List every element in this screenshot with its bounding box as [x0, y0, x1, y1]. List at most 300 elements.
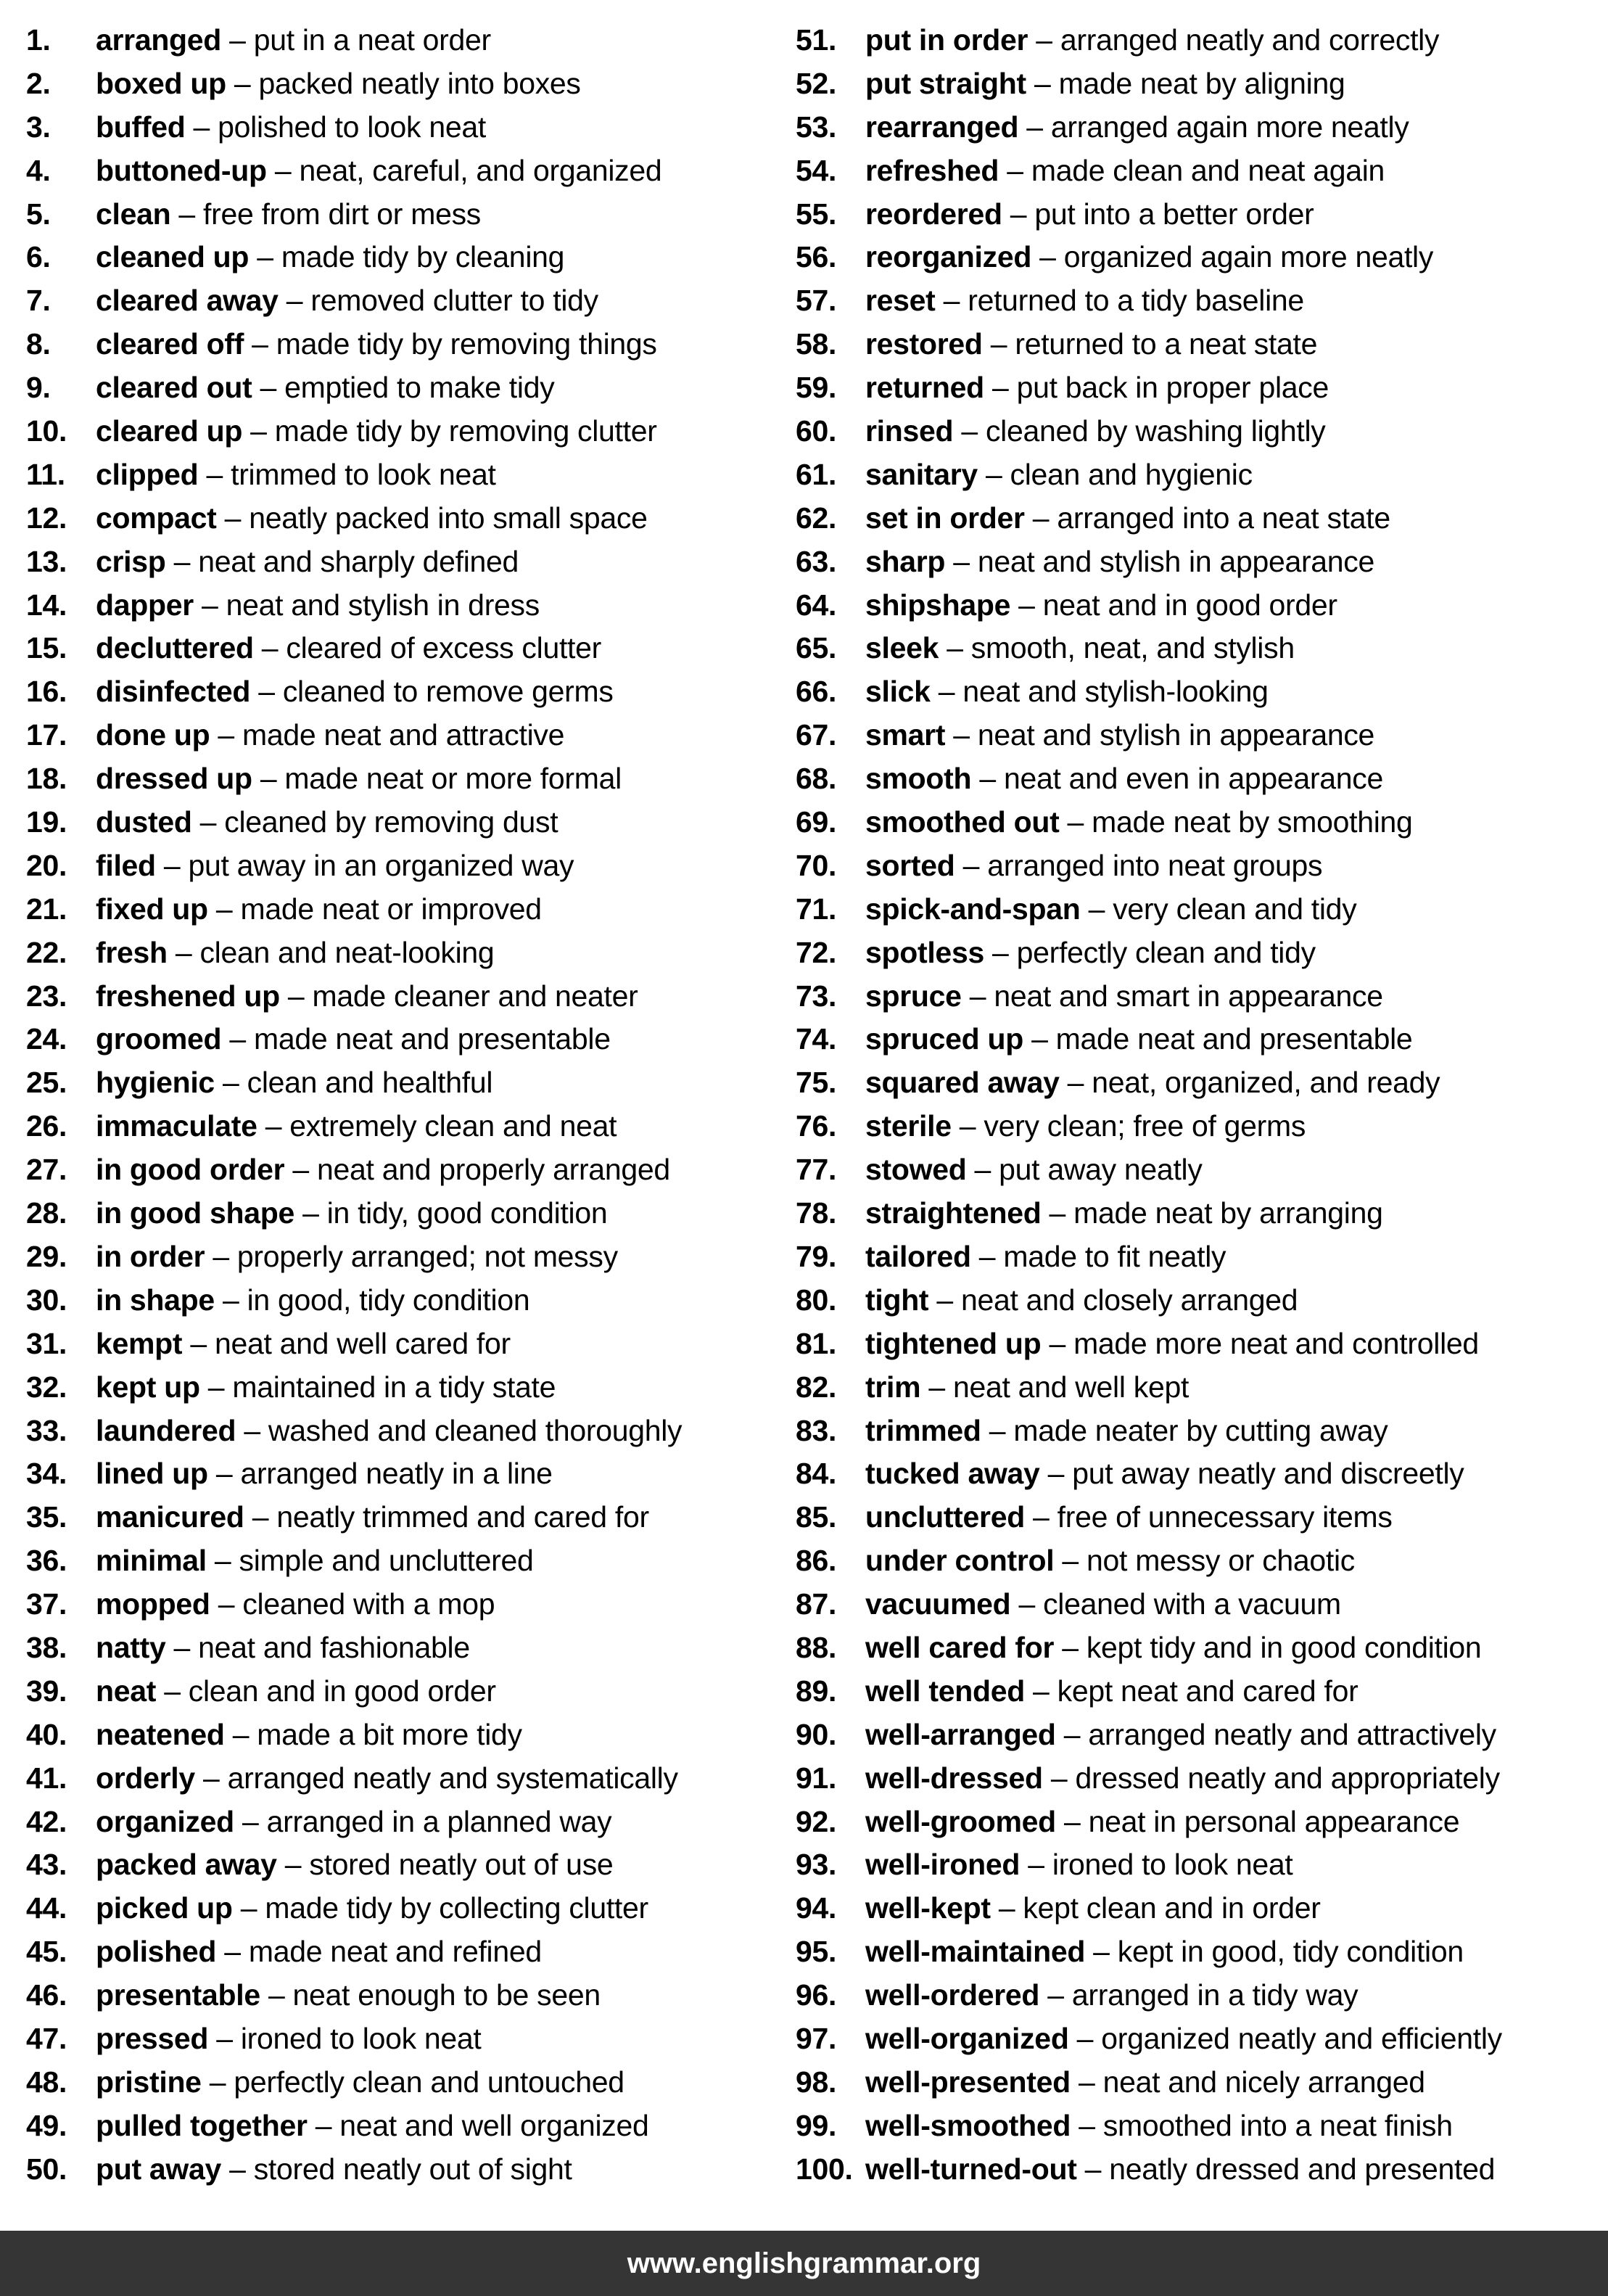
item-definition: made tidy by cleaning	[281, 240, 565, 274]
item-term: well-turned-out	[865, 2152, 1077, 2186]
item-text	[96, 62, 581, 106]
item-text	[865, 1105, 1306, 1148]
item-number: 49.	[26, 2108, 67, 2142]
item-number: 99.	[796, 2108, 837, 2142]
item-separator: –	[221, 1022, 254, 1056]
item-term: kempt	[96, 1326, 183, 1360]
item-separator: –	[250, 675, 283, 709]
item-term: packed away	[96, 1848, 277, 1882]
item-separator: –	[1041, 1326, 1074, 1360]
item-separator: –	[165, 544, 199, 578]
item-term: fixed up	[96, 892, 208, 926]
item-term: tucked away	[865, 1457, 1040, 1491]
list-item	[796, 2104, 1601, 2148]
item-separator: –	[961, 979, 994, 1013]
item-number: 29.	[26, 1239, 67, 1273]
item-definition: put in a neat order	[253, 23, 491, 57]
item-separator: –	[1024, 1674, 1057, 1708]
item-definition: made tidy by collecting clutter	[265, 1891, 648, 1925]
item-separator: –	[249, 240, 281, 274]
item-term: well-ironed	[865, 1848, 1021, 1882]
item-text	[865, 1496, 1393, 1539]
item-number: 69.	[796, 805, 837, 839]
item-text	[96, 540, 519, 584]
item-number: 44.	[26, 1891, 67, 1925]
item-text	[96, 1235, 618, 1279]
item-term: kept up	[96, 1370, 200, 1404]
item-number: 4.	[26, 153, 51, 187]
item-separator: –	[1010, 1587, 1044, 1621]
list-item	[26, 1843, 780, 1887]
list-item	[796, 1974, 1601, 2017]
list-item	[26, 410, 780, 453]
item-term: smart	[865, 718, 946, 752]
item-separator: –	[182, 1326, 215, 1360]
item-separator: –	[945, 718, 978, 752]
list-item	[796, 323, 1601, 366]
item-separator: –	[242, 414, 275, 448]
item-number: 84.	[796, 1457, 837, 1491]
item-text	[865, 1410, 1388, 1453]
item-separator: –	[984, 371, 1017, 405]
list-item	[796, 1322, 1601, 1366]
item-term: straightened	[865, 1196, 1042, 1230]
item-number: 61.	[796, 457, 837, 491]
item-text	[96, 2061, 624, 2104]
item-separator: –	[955, 848, 988, 882]
item-term: hygienic	[96, 1066, 215, 1100]
item-definition: made a bit more tidy	[257, 1717, 522, 1751]
item-definition: cleaned by washing lightly	[985, 414, 1326, 448]
item-term: done up	[96, 718, 210, 752]
list-item	[26, 106, 780, 149]
item-term: filed	[96, 848, 156, 882]
item-separator: –	[1002, 197, 1035, 231]
item-term: presentable	[96, 1978, 260, 2012]
item-number: 13.	[26, 544, 67, 578]
item-term: vacuumed	[865, 1587, 1011, 1621]
item-text	[96, 1626, 470, 1670]
item-number: 75.	[796, 1066, 837, 1100]
word-list-column-right	[796, 19, 1601, 2192]
item-definition: made more neat and controlled	[1073, 1326, 1479, 1360]
item-separator: –	[252, 762, 285, 796]
item-term: refreshed	[865, 153, 999, 187]
item-text	[865, 1366, 1189, 1410]
item-separator: –	[928, 1283, 961, 1317]
item-number: 86.	[796, 1544, 837, 1578]
item-number: 30.	[26, 1283, 67, 1317]
item-separator: –	[1010, 588, 1043, 622]
item-term: well-organized	[865, 2021, 1069, 2055]
item-term: crisp	[96, 544, 166, 578]
item-number: 73.	[796, 979, 837, 1013]
item-text	[865, 1670, 1358, 1713]
item-number: 1.	[26, 23, 51, 57]
item-term: smooth	[865, 762, 972, 796]
list-item	[796, 1061, 1601, 1105]
item-text	[96, 19, 491, 62]
item-term: spick-and-span	[865, 892, 1081, 926]
item-text	[96, 1148, 670, 1192]
item-number: 3.	[26, 110, 51, 144]
list-item	[26, 1235, 780, 1279]
list-item	[26, 1322, 780, 1366]
item-text	[865, 801, 1413, 844]
item-number: 83.	[796, 1413, 837, 1447]
list-item	[796, 19, 1601, 62]
item-separator: –	[252, 371, 285, 405]
item-definition: returned to a neat state	[1015, 327, 1318, 361]
item-number: 90.	[796, 1717, 837, 1751]
item-text	[96, 1713, 522, 1757]
item-term: dusted	[96, 805, 192, 839]
item-term: tightened up	[865, 1326, 1042, 1360]
item-text	[865, 1235, 1226, 1279]
item-term: returned	[865, 371, 984, 405]
item-term: immaculate	[96, 1109, 257, 1143]
list-item	[796, 801, 1601, 844]
item-definition: properly arranged; not messy	[236, 1239, 618, 1273]
item-number: 23.	[26, 979, 67, 1013]
item-definition: made neat or improved	[240, 892, 542, 926]
item-definition: neat and well organized	[339, 2108, 649, 2142]
item-definition: neatly dressed and presented	[1109, 2152, 1496, 2186]
item-term: laundered	[96, 1413, 236, 1447]
item-definition: made neat and presentable	[253, 1022, 611, 1056]
list-item	[796, 106, 1601, 149]
item-term: boxed up	[96, 66, 226, 100]
item-term: natty	[96, 1630, 166, 1664]
item-number: 70.	[796, 848, 837, 882]
item-term: sharp	[865, 544, 946, 578]
list-item	[796, 1192, 1601, 1235]
item-term: in shape	[96, 1283, 215, 1317]
item-text	[96, 2148, 572, 2192]
item-number: 80.	[796, 1283, 837, 1317]
item-separator: –	[216, 501, 250, 535]
item-term: put away	[96, 2152, 222, 2186]
item-term: in order	[96, 1239, 205, 1273]
item-separator: –	[984, 935, 1017, 969]
item-number: 91.	[796, 1761, 837, 1795]
item-separator: –	[278, 284, 311, 318]
item-number: 97.	[796, 2021, 837, 2055]
item-number: 5.	[26, 197, 51, 231]
item-separator: –	[1059, 805, 1092, 839]
item-number: 11.	[26, 457, 65, 491]
item-text	[865, 844, 1322, 888]
list-item	[26, 62, 780, 106]
item-term: clipped	[96, 457, 199, 491]
list-item	[796, 1018, 1601, 1061]
item-text	[865, 279, 1304, 323]
item-text	[865, 1801, 1459, 1844]
item-number: 43.	[26, 1848, 67, 1882]
item-text	[865, 1974, 1358, 2017]
item-number: 45.	[26, 1935, 67, 1969]
item-separator: –	[1028, 23, 1060, 57]
item-separator: –	[990, 1891, 1023, 1925]
item-definition: kept tidy and in good condition	[1086, 1630, 1482, 1664]
item-separator: –	[981, 1413, 1014, 1447]
item-definition: perfectly clean and untouched	[234, 2065, 624, 2099]
item-text	[96, 584, 540, 628]
list-item	[26, 1061, 780, 1105]
item-definition: clean and hygienic	[1010, 457, 1253, 491]
item-text	[865, 1279, 1298, 1322]
list-item	[796, 931, 1601, 975]
item-number: 79.	[796, 1239, 837, 1273]
item-definition: made tidy by removing things	[276, 327, 657, 361]
item-text	[865, 1757, 1500, 1801]
item-text	[865, 1713, 1496, 1757]
item-text	[865, 714, 1374, 757]
item-definition: neat and well kept	[952, 1370, 1189, 1404]
item-separator: –	[1039, 1457, 1073, 1491]
item-separator: –	[234, 1804, 267, 1838]
item-separator: –	[982, 327, 1015, 361]
item-number: 39.	[26, 1674, 67, 1708]
item-number: 15.	[26, 631, 67, 665]
item-text	[96, 453, 496, 497]
list-item	[796, 627, 1601, 670]
item-text	[865, 1148, 1203, 1192]
list-item	[796, 453, 1601, 497]
item-term: well cared for	[865, 1630, 1055, 1664]
list-item	[26, 1410, 780, 1453]
item-separator: –	[970, 1239, 1004, 1273]
item-number: 33.	[26, 1413, 67, 1447]
item-number: 88.	[796, 1630, 837, 1664]
list-item	[796, 1887, 1601, 1930]
item-separator: –	[1085, 1935, 1118, 1969]
list-item	[796, 1279, 1601, 1322]
item-definition: neat and smart in appearance	[994, 979, 1383, 1013]
item-separator: –	[156, 1674, 189, 1708]
list-item	[26, 193, 780, 236]
item-number: 94.	[796, 1891, 837, 1925]
item-number: 68.	[796, 762, 837, 796]
item-definition: organized neatly and efficiently	[1101, 2021, 1502, 2055]
item-definition: neat and well cared for	[214, 1326, 511, 1360]
item-text	[96, 1930, 542, 1974]
item-separator: –	[294, 1196, 327, 1230]
item-definition: extremely clean and neat	[289, 1109, 617, 1143]
item-definition: arranged neatly and attractively	[1088, 1717, 1496, 1751]
list-item	[26, 2148, 780, 2192]
item-definition: arranged in a planned way	[266, 1804, 612, 1838]
list-item	[796, 1539, 1601, 1583]
item-separator: –	[167, 935, 200, 969]
item-term: cleared up	[96, 414, 243, 448]
item-term: tight	[865, 1283, 929, 1317]
item-term: organized	[96, 1804, 234, 1838]
item-separator: –	[224, 1717, 257, 1751]
item-definition: kept in good, tidy condition	[1117, 1935, 1464, 1969]
item-separator: –	[1055, 1804, 1089, 1838]
list-item	[796, 757, 1601, 801]
item-number: 50.	[26, 2152, 67, 2186]
item-definition: in good, tidy condition	[247, 1283, 530, 1317]
item-text	[865, 757, 1383, 801]
item-separator: –	[1054, 1630, 1087, 1664]
item-text	[96, 149, 661, 193]
item-definition: neat and in good order	[1042, 588, 1337, 622]
list-item	[26, 366, 780, 410]
item-number: 8.	[26, 327, 51, 361]
item-separator: –	[214, 1066, 247, 1100]
item-text	[865, 1018, 1412, 1061]
list-item	[26, 2104, 780, 2148]
item-number: 78.	[796, 1196, 837, 1230]
list-item	[26, 714, 780, 757]
list-item	[26, 1626, 780, 1670]
list-item	[26, 670, 780, 714]
item-number: 81.	[796, 1326, 837, 1360]
item-separator: –	[170, 197, 204, 231]
item-text	[865, 366, 1329, 410]
item-term: minimal	[96, 1544, 207, 1578]
item-term: well-arranged	[865, 1717, 1056, 1751]
item-separator: –	[977, 457, 1010, 491]
item-definition: made to fit neatly	[1003, 1239, 1226, 1273]
item-definition: maintained in a tidy state	[232, 1370, 556, 1404]
item-term: tailored	[865, 1239, 971, 1273]
item-term: well-groomed	[865, 1804, 1056, 1838]
item-separator: –	[210, 718, 243, 752]
item-text	[865, 2148, 1495, 2192]
item-definition: trimmed to look neat	[231, 457, 496, 491]
item-number: 57.	[796, 284, 837, 318]
list-item	[26, 453, 780, 497]
item-separator: –	[1024, 501, 1057, 535]
item-definition: smooth, neat, and stylish	[970, 631, 1295, 665]
item-separator: –	[276, 1848, 310, 1882]
item-separator: –	[207, 892, 241, 926]
item-separator: –	[953, 414, 986, 448]
item-separator: –	[284, 1153, 317, 1187]
item-number: 14.	[26, 588, 67, 622]
item-separator: –	[260, 1978, 293, 2012]
item-definition: free from dirt or mess	[203, 197, 482, 231]
item-text	[865, 540, 1374, 584]
item-text	[96, 1279, 529, 1322]
item-text	[96, 1887, 648, 1930]
list-item	[26, 1713, 780, 1757]
item-separator: –	[199, 1370, 233, 1404]
item-number: 56.	[796, 240, 837, 274]
item-number: 96.	[796, 1978, 837, 2012]
item-separator: –	[1039, 1978, 1072, 2012]
item-term: rearranged	[865, 110, 1019, 144]
item-text	[96, 497, 648, 540]
item-definition: arranged into neat groups	[987, 848, 1323, 882]
item-separator: –	[221, 2152, 254, 2186]
item-text	[865, 323, 1317, 366]
item-term: groomed	[96, 1022, 222, 1056]
item-text	[96, 2017, 482, 2061]
item-separator: –	[221, 23, 254, 57]
list-item	[26, 1670, 780, 1713]
item-text	[96, 1539, 533, 1583]
item-number: 38.	[26, 1630, 67, 1664]
list-item	[26, 584, 780, 628]
item-term: cleaned up	[96, 240, 250, 274]
item-text	[96, 106, 486, 149]
item-separator: –	[205, 1239, 237, 1273]
item-definition: put away in an organized way	[188, 848, 574, 882]
list-item	[796, 410, 1601, 453]
item-definition: neat, careful, and organized	[299, 153, 662, 187]
item-term: well-smoothed	[865, 2108, 1071, 2142]
item-definition: stored neatly out of use	[309, 1848, 614, 1882]
item-text	[96, 1843, 613, 1887]
item-text	[865, 670, 1269, 714]
item-number: 82.	[796, 1370, 837, 1404]
item-separator: –	[939, 631, 971, 665]
list-item	[26, 1018, 780, 1061]
item-separator: –	[1031, 240, 1064, 274]
item-definition: neat and stylish in appearance	[977, 718, 1375, 752]
item-term: clean	[96, 197, 171, 231]
item-number: 52.	[796, 66, 837, 100]
item-text	[96, 844, 574, 888]
item-separator: –	[244, 1500, 277, 1534]
item-definition: cleared of excess clutter	[286, 631, 601, 665]
item-definition: neat and nicely arranged	[1102, 2065, 1425, 2099]
item-term: orderly	[96, 1761, 195, 1795]
item-term: pressed	[96, 2021, 209, 2055]
item-term: neatened	[96, 1717, 225, 1751]
item-number: 100.	[796, 2152, 853, 2186]
item-definition: made neat and presentable	[1055, 1022, 1413, 1056]
item-definition: not messy or chaotic	[1087, 1544, 1356, 1578]
item-text	[865, 193, 1314, 236]
item-definition: put away neatly	[999, 1153, 1203, 1187]
item-definition: arranged in a tidy way	[1071, 1978, 1358, 2012]
item-text	[96, 1583, 495, 1626]
list-item	[26, 279, 780, 323]
item-term: set in order	[865, 501, 1025, 535]
list-item	[26, 1148, 780, 1192]
item-text	[96, 931, 494, 975]
item-number: 85.	[796, 1500, 837, 1534]
list-item	[26, 1279, 780, 1322]
item-definition: kept clean and in order	[1023, 1891, 1321, 1925]
item-text	[96, 1452, 553, 1496]
footer-url[interactable]: www.englishgrammar.org	[627, 2247, 981, 2279]
item-term: smoothed out	[865, 805, 1060, 839]
item-definition: removed clutter to tidy	[310, 284, 598, 318]
item-separator: –	[1055, 1717, 1089, 1751]
list-item	[796, 584, 1601, 628]
list-item	[26, 323, 780, 366]
item-term: in good shape	[96, 1196, 294, 1230]
item-number: 46.	[26, 1978, 67, 2012]
item-text	[865, 1887, 1321, 1930]
item-term: lined up	[96, 1457, 208, 1491]
item-separator: –	[191, 805, 225, 839]
item-number: 51.	[796, 23, 837, 57]
item-term: sleek	[865, 631, 939, 665]
item-number: 17.	[26, 718, 67, 752]
item-term: dapper	[96, 588, 194, 622]
item-text	[96, 888, 542, 931]
item-separator: –	[1026, 66, 1059, 100]
item-separator: –	[279, 979, 313, 1013]
list-item	[26, 1366, 780, 1410]
